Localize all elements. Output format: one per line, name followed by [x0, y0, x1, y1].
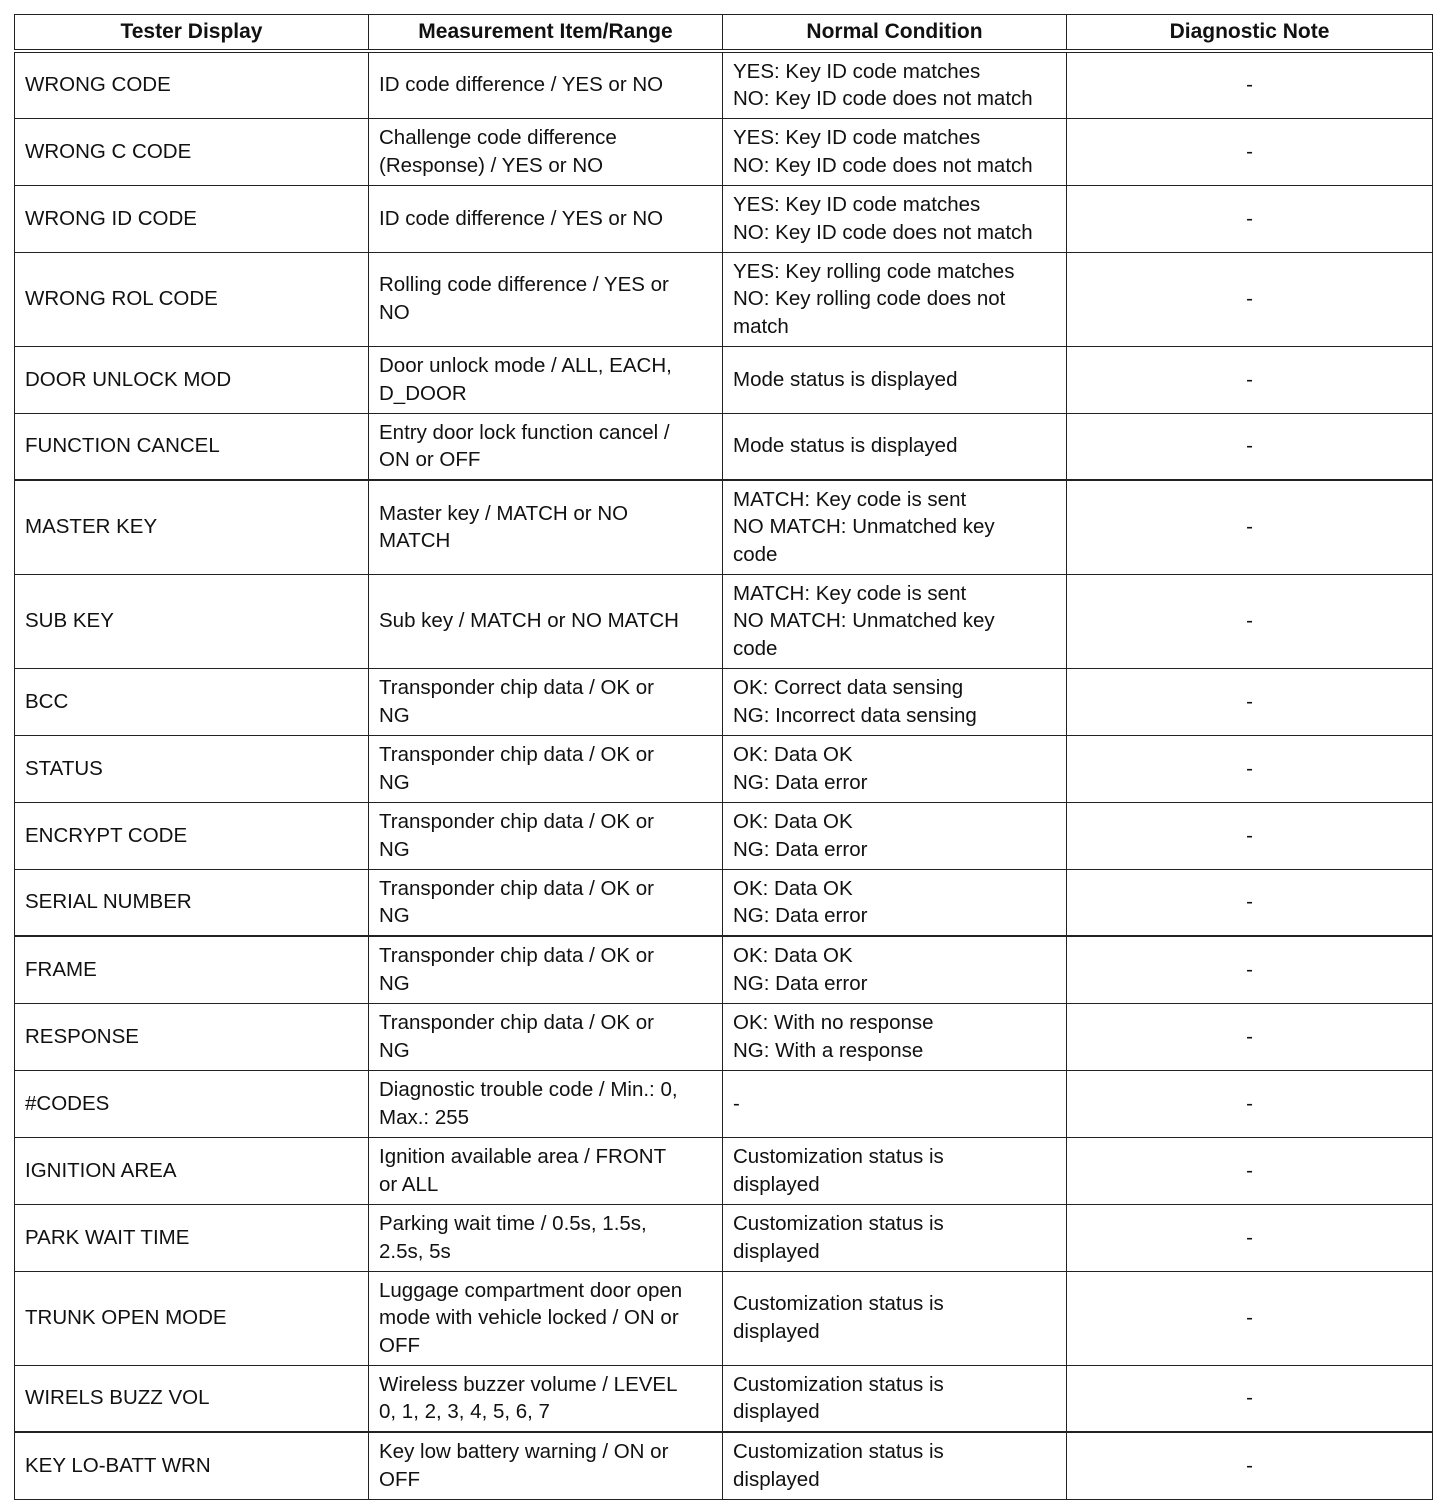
- measurement-item-line: Entry door lock function cancel /: [379, 420, 670, 444]
- measurement-item-line: Transponder chip data / OK or: [379, 675, 654, 699]
- diagnostic-note-cell: -: [1067, 185, 1433, 252]
- tester-display-cell: WIRELS BUZZ VOL: [15, 1365, 369, 1432]
- table-row: [15, 936, 1433, 1003]
- normal-condition-line: OK: With no response: [733, 1010, 934, 1034]
- diagnostic-note-cell: -: [1067, 346, 1433, 413]
- measurement-item-line: Sub key / MATCH or NO MATCH: [379, 609, 679, 633]
- table-row: [15, 252, 1433, 346]
- normal-condition-line: MATCH: Key code is sent: [733, 581, 967, 605]
- normal-condition-line: OK: Data OK: [733, 944, 853, 968]
- normal-condition-line: NG: Incorrect data sensing: [733, 703, 977, 727]
- table-row: [15, 869, 1433, 936]
- normal-condition-cell: [723, 1365, 1067, 1432]
- normal-condition-line: OK: Data OK: [733, 809, 853, 833]
- normal-condition-cell: [723, 936, 1067, 1003]
- measurement-item-cell: [369, 574, 723, 668]
- normal-condition-cell: [723, 802, 1067, 869]
- table-row: [15, 185, 1433, 252]
- normal-condition-line: match: [733, 314, 789, 338]
- measurement-item-line: Key low battery warning / ON or: [379, 1440, 669, 1464]
- normal-condition-line: YES: Key ID code matches: [733, 192, 981, 216]
- normal-condition-cell: [723, 480, 1067, 574]
- normal-condition-cell: [723, 51, 1067, 118]
- diagnostic-note-cell: -: [1067, 869, 1433, 936]
- tester-display-cell: KEY LO-BATT WRN: [15, 1432, 369, 1499]
- normal-condition-line: displayed: [733, 1320, 820, 1343]
- measurement-item-line: Luggage compartment door open: [379, 1278, 683, 1302]
- measurement-item-cell: [369, 1003, 723, 1070]
- normal-condition-line: NO MATCH: Unmatched key: [733, 515, 995, 539]
- tester-display-cell: WRONG ROL CODE: [15, 252, 369, 346]
- diagnostic-note-cell: -: [1067, 802, 1433, 869]
- measurement-item-line: NG: [379, 971, 410, 995]
- measurement-item-cell: [369, 668, 723, 735]
- tester-display-cell: SERIAL NUMBER: [15, 869, 369, 936]
- diagnostic-note-cell: -: [1067, 1432, 1433, 1499]
- normal-condition-line: NG: Data error: [733, 770, 868, 794]
- normal-condition-cell: [723, 1432, 1067, 1499]
- measurement-item-line: Transponder chip data / OK or: [379, 1010, 654, 1034]
- measurement-item-line: OFF: [379, 1467, 420, 1491]
- measurement-item-cell: [369, 480, 723, 574]
- diagnostic-note-cell: -: [1067, 1003, 1433, 1070]
- tester-display-cell: FUNCTION CANCEL: [15, 413, 369, 480]
- diagnostic-note-cell: -: [1067, 118, 1433, 185]
- normal-condition-line: MATCH: Key code is sent: [733, 487, 967, 511]
- tester-display-cell: SUB KEY: [15, 574, 369, 668]
- table-row: [15, 480, 1433, 574]
- measurement-item-line: NG: [379, 904, 410, 928]
- normal-condition-line: NG: Data error: [733, 904, 868, 928]
- normal-condition-cell: [723, 118, 1067, 185]
- measurement-item-line: NO: [379, 301, 410, 324]
- measurement-item-cell: [369, 118, 723, 185]
- header-diagnostic-note: Diagnostic Note: [1067, 15, 1433, 52]
- measurement-item-cell: [369, 346, 723, 413]
- measurement-item-cell: [369, 1070, 723, 1137]
- table-row: [15, 413, 1433, 480]
- normal-condition-line: NO: Key rolling code does not: [733, 287, 1006, 311]
- measurement-item-line: OFF: [379, 1333, 420, 1357]
- tester-display-cell: #CODES: [15, 1070, 369, 1137]
- normal-condition-line: NG: Data error: [733, 837, 868, 861]
- normal-condition-cell: [723, 574, 1067, 668]
- normal-condition-line: OK: Data OK: [733, 876, 853, 900]
- normal-condition-line: Customization status is: [733, 1211, 944, 1235]
- diagnostic-note-cell: -: [1067, 1365, 1433, 1432]
- measurement-item-line: Wireless buzzer volume / LEVEL: [379, 1372, 678, 1396]
- normal-condition-cell: [723, 1271, 1067, 1365]
- tester-display-cell: FRAME: [15, 936, 369, 1003]
- normal-condition-line: code: [733, 636, 778, 660]
- measurement-item-cell: [369, 802, 723, 869]
- measurement-item-line: Diagnostic trouble code / Min.: 0,: [379, 1077, 678, 1101]
- diagnostic-note-cell: -: [1067, 668, 1433, 735]
- tester-display-cell: BCC: [15, 668, 369, 735]
- measurement-item-line: Transponder chip data / OK or: [379, 809, 654, 833]
- normal-condition-cell: [723, 1204, 1067, 1271]
- normal-condition-line: Mode status is displayed: [733, 367, 958, 391]
- normal-condition-line: OK: Data OK: [733, 742, 853, 766]
- header-tester-display: Tester Display: [15, 15, 369, 52]
- measurement-item-cell: [369, 1271, 723, 1365]
- tester-display-cell: WRONG ID CODE: [15, 185, 369, 252]
- normal-condition-cell: [723, 668, 1067, 735]
- normal-condition-cell: [723, 185, 1067, 252]
- normal-condition-cell: [723, 252, 1067, 346]
- measurement-item-line: MATCH: [379, 529, 451, 553]
- data-list-table: [14, 14, 1433, 1500]
- data-list-table-container: [14, 14, 1432, 1500]
- measurement-item-line: ID code difference / YES or NO: [379, 73, 664, 97]
- measurement-item-cell: [369, 252, 723, 346]
- normal-condition-line: Mode status is displayed: [733, 434, 958, 458]
- measurement-item-line: ID code difference / YES or NO: [379, 206, 664, 230]
- measurement-item-cell: [369, 936, 723, 1003]
- measurement-item-line: Transponder chip data / OK or: [379, 876, 654, 900]
- tester-display-cell: WRONG C CODE: [15, 118, 369, 185]
- measurement-item-line: (Response) / YES or NO: [379, 153, 604, 177]
- diagnostic-note-cell: -: [1067, 1137, 1433, 1204]
- normal-condition-line: NO MATCH: Unmatched key: [733, 609, 995, 633]
- measurement-item-line: Max.: 255: [379, 1105, 470, 1129]
- diagnostic-note-cell: -: [1067, 1070, 1433, 1137]
- measurement-item-line: 0, 1, 2, 3, 4, 5, 6, 7: [379, 1400, 550, 1424]
- measurement-item-cell: [369, 735, 723, 802]
- diagnostic-note-cell: -: [1067, 1204, 1433, 1271]
- header-measurement-item: Measurement Item/Range: [369, 15, 723, 52]
- measurement-item-cell: [369, 1432, 723, 1499]
- measurement-item-line: mode with vehicle locked / ON or: [379, 1306, 679, 1330]
- normal-condition-line: NG: With a response: [733, 1038, 924, 1062]
- table-row: [15, 51, 1433, 118]
- table-row: [15, 1204, 1433, 1271]
- diagnostic-note-cell: -: [1067, 252, 1433, 346]
- measurement-item-cell: [369, 51, 723, 118]
- measurement-item-line: NG: [379, 1038, 410, 1062]
- tester-display-cell: MASTER KEY: [15, 480, 369, 574]
- diagnostic-note-cell: -: [1067, 51, 1433, 118]
- table-row: [15, 1070, 1433, 1137]
- diagnostic-note-cell: -: [1067, 413, 1433, 480]
- normal-condition-cell: [723, 346, 1067, 413]
- normal-condition-line: displayed: [733, 1172, 820, 1196]
- measurement-item-line: NG: [379, 837, 410, 861]
- normal-condition-line: Customization status is: [733, 1372, 944, 1396]
- tester-display-cell: STATUS: [15, 735, 369, 802]
- tester-display-cell: WRONG CODE: [15, 51, 369, 118]
- tester-display-cell: IGNITION AREA: [15, 1137, 369, 1204]
- normal-condition-line: OK: Correct data sensing: [733, 675, 964, 699]
- tester-display-cell: DOOR UNLOCK MOD: [15, 346, 369, 413]
- normal-condition-cell: [723, 869, 1067, 936]
- table-row: [15, 735, 1433, 802]
- normal-condition-line: YES: Key ID code matches: [733, 59, 981, 83]
- measurement-item-cell: [369, 185, 723, 252]
- diagnostic-note-cell: -: [1067, 1271, 1433, 1365]
- normal-condition-line: code: [733, 543, 778, 567]
- table-header: [15, 15, 1433, 52]
- normal-condition-line: displayed: [733, 1467, 820, 1491]
- diagnostic-note-cell: -: [1067, 735, 1433, 802]
- measurement-item-line: Transponder chip data / OK or: [379, 742, 654, 766]
- normal-condition-line: Customization status is: [733, 1440, 944, 1464]
- measurement-item-line: Door unlock mode / ALL, EACH,: [379, 353, 672, 377]
- normal-condition-cell: [723, 735, 1067, 802]
- table-row: [15, 1365, 1433, 1432]
- measurement-item-line: Parking wait time / 0.5s, 1.5s,: [379, 1211, 647, 1235]
- normal-condition-line: Customization status is: [733, 1144, 944, 1168]
- table-body: [15, 51, 1433, 1499]
- measurement-item-line: Master key / MATCH or NO: [379, 501, 629, 525]
- measurement-item-line: 2.5s, 5s: [379, 1239, 451, 1263]
- header-row: [15, 15, 1433, 52]
- normal-condition-cell: [723, 1137, 1067, 1204]
- diagnostic-note-cell: -: [1067, 480, 1433, 574]
- diagnostic-note-cell: -: [1067, 936, 1433, 1003]
- table-row: [15, 1137, 1433, 1204]
- normal-condition-line: YES: Key rolling code matches: [733, 259, 1015, 283]
- measurement-item-line: D_DOOR: [379, 381, 467, 405]
- normal-condition-cell: [723, 413, 1067, 480]
- normal-condition-line: NO: Key ID code does not match: [733, 220, 1033, 244]
- measurement-item-cell: [369, 413, 723, 480]
- tester-display-cell: RESPONSE: [15, 1003, 369, 1070]
- tester-display-cell: ENCRYPT CODE: [15, 802, 369, 869]
- header-normal-condition: Normal Condition: [723, 15, 1067, 52]
- measurement-item-line: Ignition available area / FRONT: [379, 1144, 667, 1168]
- measurement-item-cell: [369, 1365, 723, 1432]
- measurement-item-cell: [369, 869, 723, 936]
- measurement-item-cell: [369, 1137, 723, 1204]
- normal-condition-line: NO: Key ID code does not match: [733, 153, 1033, 177]
- measurement-item-line: NG: [379, 703, 410, 727]
- measurement-item-line: ON or OFF: [379, 448, 481, 472]
- tester-display-cell: TRUNK OPEN MODE: [15, 1271, 369, 1365]
- measurement-item-cell: [369, 1204, 723, 1271]
- normal-condition-line: displayed: [733, 1239, 820, 1263]
- table-row: [15, 668, 1433, 735]
- measurement-item-line: or ALL: [379, 1172, 439, 1196]
- normal-condition-cell: [723, 1070, 1067, 1137]
- normal-condition-line: Customization status is: [733, 1292, 944, 1316]
- table-row: [15, 802, 1433, 869]
- measurement-item-line: Challenge code difference: [379, 125, 617, 149]
- normal-condition-line: displayed: [733, 1400, 820, 1424]
- normal-condition-line: NO: Key ID code does not match: [733, 87, 1033, 111]
- normal-condition-line: NG: Data error: [733, 971, 868, 995]
- tester-display-cell: PARK WAIT TIME: [15, 1204, 369, 1271]
- normal-condition-line: YES: Key ID code matches: [733, 125, 981, 149]
- table-row: [15, 1432, 1433, 1499]
- normal-condition-cell: [723, 1003, 1067, 1070]
- normal-condition-line: -: [733, 1091, 740, 1115]
- table-row: [15, 346, 1433, 413]
- measurement-item-line: NG: [379, 770, 410, 794]
- table-row: [15, 118, 1433, 185]
- table-row: [15, 1271, 1433, 1365]
- table-row: [15, 574, 1433, 668]
- table-row: [15, 1003, 1433, 1070]
- measurement-item-line: Transponder chip data / OK or: [379, 944, 654, 968]
- measurement-item-line: Rolling code difference / YES or: [379, 273, 669, 297]
- diagnostic-note-cell: -: [1067, 574, 1433, 668]
